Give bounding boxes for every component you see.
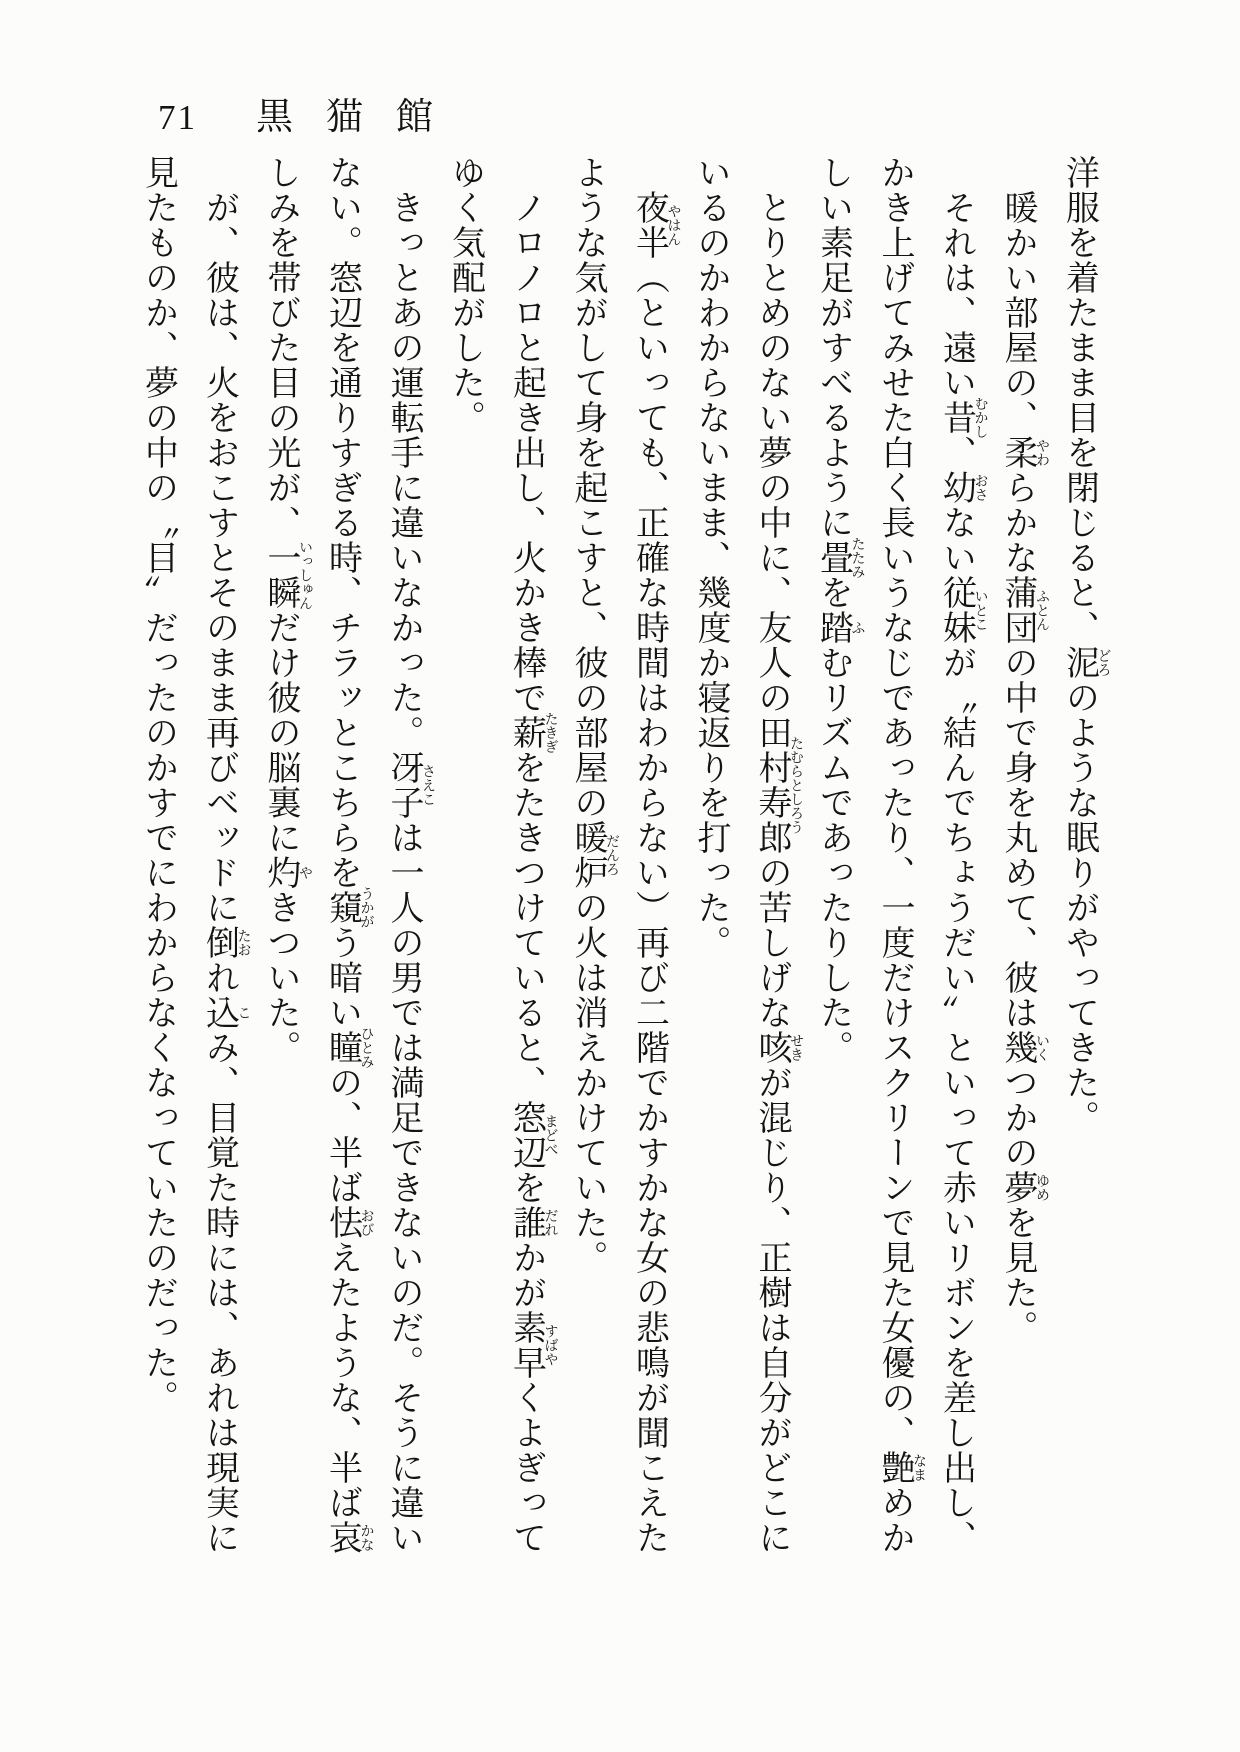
ruby-annotated-word: 踏ふ <box>814 610 865 645</box>
text-column: 暖かい部屋の、柔やわらかな蒲団ふとんの中で身を丸めて、彼は幾いくつかの夢ゆめを見た。 <box>999 190 1049 1345</box>
ruby-annotated-word: 昔むかし <box>937 396 988 439</box>
ruby-annotated-word: 夢ゆめ <box>999 1170 1049 1205</box>
text-column: いるのかわからないまま、幾度か寝返りを打った。 <box>692 155 729 960</box>
running-head <box>158 86 466 140</box>
ruby-annotated-word: 泥どろ <box>1060 645 1111 680</box>
text-column: ない。窓辺を通りすぎる時、チラッとこちらを窺うかがう暗い瞳ひとみの、半ば怯おびえたような、半ば哀かな <box>323 155 374 1555</box>
text-column: しみを帯びた目の光が、一瞬いっしゅんだけ彼の脳裏に灼やきついた。 <box>262 155 312 1065</box>
text-column: 見たものか、夢の中の〝目〟だったのかすでにわからなくなっていたのだった。 <box>139 155 177 1415</box>
ruby-annotated-word: 艶なま <box>876 1450 926 1485</box>
ruby-annotated-word: 灼や <box>262 855 312 890</box>
text-column: それは、遠い昔むかし、幼おさない従妹いとこが〝結んでちょうだい〟といって赤いリボンを差し出し、 <box>937 190 988 1555</box>
text-column: とりとめのない夢の中に、友人の田村寿郎たむらとしろうの苦しげな咳せきが混じり、正樹は自分がどこに <box>753 190 803 1555</box>
ruby-annotated-word: 哀かな <box>323 1520 374 1555</box>
ruby-annotated-word: 倒たお <box>200 925 251 960</box>
ruby-annotated-word: 込こ <box>200 995 251 1030</box>
ruby-annotated-word: 瞳ひとみ <box>323 1026 374 1069</box>
ruby-annotated-word: 幼おさ <box>937 470 988 505</box>
text-column: しい素足がすべるように畳たたみを踏ふむリズムであったりした。 <box>814 155 865 1065</box>
text-column: ような気がして身を起こすと、彼の部屋の暖炉だんろの火は消えかけていた。 <box>569 155 619 1275</box>
ruby-annotated-word: 蒲団ふとん <box>999 575 1049 645</box>
ruby-annotated-word: 怯おび <box>323 1205 374 1240</box>
ruby-annotated-word: 誰だれ <box>507 1205 558 1240</box>
page-number: 71 <box>158 98 197 137</box>
ruby-annotated-word: 素早すばや <box>507 1310 558 1380</box>
ruby-annotated-word: 田村寿郎たむらとしろう <box>753 715 803 855</box>
ruby-annotated-word: 幾いく <box>999 1030 1049 1065</box>
ruby-annotated-word: 咳せき <box>753 1030 803 1065</box>
ruby-annotated-word: 冴子さえこ <box>385 750 435 820</box>
ruby-annotated-word: 畳たたみ <box>814 536 865 579</box>
ruby-annotated-word: 暖炉だんろ <box>569 820 619 890</box>
ruby-annotated-word: 夜半やはん <box>630 190 681 260</box>
text-column: きっとあの運転手に違いなかった。冴子さえこは一人の男では満足できないのだ。そうに違い <box>385 190 435 1555</box>
text-column: ゆく気配がした。 <box>446 155 484 435</box>
text-column: かき上げてみせた白く長いうなじであったり、一度だけスクリーンで見た女優の、艶なまめか <box>876 155 926 1555</box>
ruby-annotated-word: 薪たきぎ <box>507 711 558 754</box>
text-column: ノロノロと起き出し、火かき棒で薪たきぎをたきつけていると、窓辺まどべを誰だれかが素早すばやくよぎって <box>507 190 558 1555</box>
text-column: 洋服を着たまま目を閉じると、泥どろのような眠りがやってきた。 <box>1060 155 1111 1135</box>
ruby-annotated-word: 一瞬いっしゅん <box>262 540 312 610</box>
text-column: 夜半やはん（といっても、正確な時間はわからない）再び二階でかすかな女の悲鳴が聞こえた <box>630 190 681 1555</box>
ruby-annotated-word: 窓辺まどべ <box>507 1100 558 1170</box>
ruby-annotated-word: 柔やわ <box>999 435 1049 470</box>
book-title: 黒猫館 <box>256 97 466 138</box>
text-body <box>128 155 1111 1605</box>
text-column: が、彼は、火をおこすとそのまま再びベッドに倒たおれ込こみ、目覚た時には、あれは現実に <box>200 190 251 1555</box>
ruby-annotated-word: 窺うかが <box>323 886 374 929</box>
ruby-annotated-word: 従妹いとこ <box>937 575 988 645</box>
